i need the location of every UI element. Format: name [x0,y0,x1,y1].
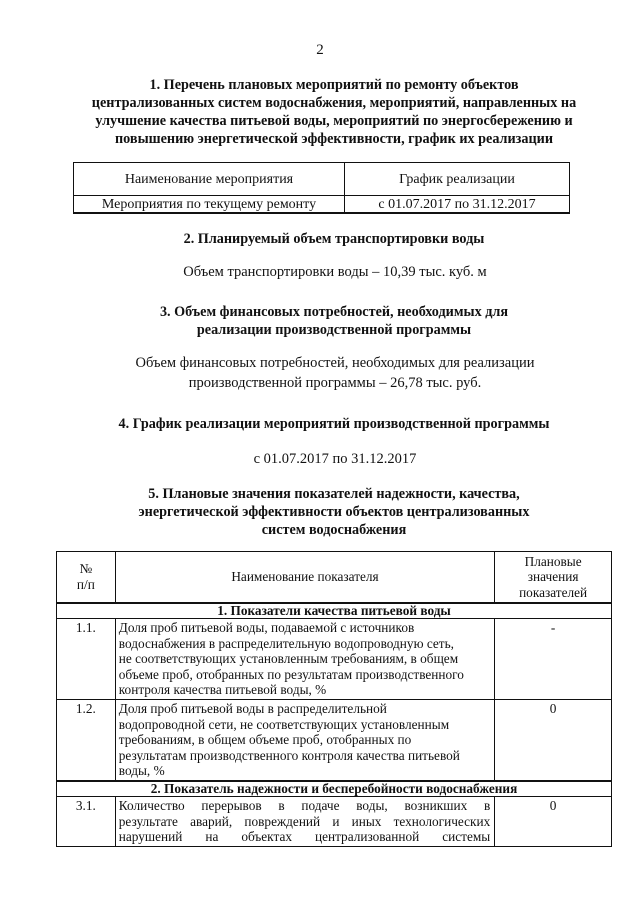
section-1-heading [60,76,608,148]
header-activity-name: Наименование мероприятия [74,163,345,196]
schedule-cell: с 01.07.2017 по 31.12.2017 [345,196,570,214]
section-2-heading [60,230,608,248]
description-line: результатам производственного контроля качества питьевой [118,747,460,763]
schedule-text [40,449,630,469]
table-header-row [74,163,570,196]
heading-line: 3. Объем финансовых потребностей, необходимых для [159,304,509,320]
heading-line: энергетической эффективности объектов централизованных [138,504,530,520]
section-4-heading [60,415,608,433]
indicator-value: - [495,619,612,700]
row-number: 3.1. [57,796,116,846]
header-number-line: № [79,561,93,577]
heading-line: реализации производственной программы [196,322,472,338]
page-number: 2 [316,42,324,58]
activity-name-cell: Мероприятия по текущему ремонту [74,196,345,214]
heading-line: 1. Перечень плановых мероприятий по ремонту объектов [149,77,519,93]
table-row [57,699,612,780]
indicator-description [115,699,494,780]
group-row [57,781,612,797]
section-5-heading [60,485,608,539]
text-line: производственной программы – 26,78 тыс. руб. [188,375,482,391]
table-row [57,619,612,700]
heading-line: повышению энергетической эффективности, график их реализации [115,131,553,147]
text-line: Объем транспортировки воды – 10,39 тыс. куб. м [183,264,487,280]
row-number: 1.2. [57,699,116,780]
description-line: воды, % [118,763,165,779]
indicator-description [115,796,494,846]
description-line: Доля проб питьевой воды, подаваемой с источников [118,620,415,635]
financial-needs-text [40,353,630,393]
description-line: не соответствующих установленным требованиям, в общем [118,651,459,667]
description-line: Количество перерывов в подаче воды, возникших в [118,797,491,813]
description-line: водоснабжения в распределительную водопроводную сеть, [118,635,454,651]
group-row [57,603,612,619]
table-header-row [57,552,612,604]
description-line: результате аварий, повреждений и иных технологических [118,813,491,829]
description-line: водопроводной сети, не соответствующих установленным [118,716,450,732]
header-number-line: п/п [76,577,95,592]
table-row [74,196,570,214]
transport-volume-text [40,262,630,282]
heading-line: 4. График реализации мероприятий производственной программы [118,416,550,432]
header-planned-values [495,552,612,604]
heading-line: улучшение качества питьевой воды, мероприятий по энергосбережению и [95,113,573,129]
header-number [57,552,116,604]
header-schedule: График реализации [345,163,570,196]
table-row [57,796,612,846]
header-value-line: показателей [519,584,588,600]
description-line: Доля проб питьевой воды в распределительной [118,700,387,716]
description-line: контроля качества питьевой воды, % [118,682,327,698]
indicator-value: 0 [495,796,612,846]
heading-line: 2. Планируемый объем транспортировки воды [183,231,485,247]
row-number: 1.1. [57,619,116,700]
indicators-table [56,551,612,847]
group-reliability: 2. Показатель надежности и бесперебойности водоснабжения [57,781,612,797]
activities-table [73,162,570,214]
heading-line: централизованных систем водоснабжения, мероприятий, направленных на [91,95,577,111]
description-line: нарушений на объектах централизованной системы [118,829,491,845]
description-line: объеме проб, отобранных по результатам производственного [118,666,464,682]
group-water-quality: 1. Показатели качества питьевой воды [57,603,612,619]
indicator-value: 0 [495,699,612,780]
header-value-line: Плановые [524,553,582,569]
heading-line: 5. Плановые значения показателей надежности, качества, [148,486,520,502]
section-3-heading [60,303,608,339]
text-line: Объем финансовых потребностей, необходимых для реализации [135,355,535,371]
description-line: требованиям, в общем объеме проб, отобранных по [118,732,412,748]
indicator-description [115,619,494,700]
text-line: с 01.07.2017 по 31.12.2017 [253,451,417,467]
header-indicator-name: Наименование показателя [115,552,494,604]
header-value-line: значения [527,569,579,585]
heading-line: систем водоснабжения [261,522,407,538]
